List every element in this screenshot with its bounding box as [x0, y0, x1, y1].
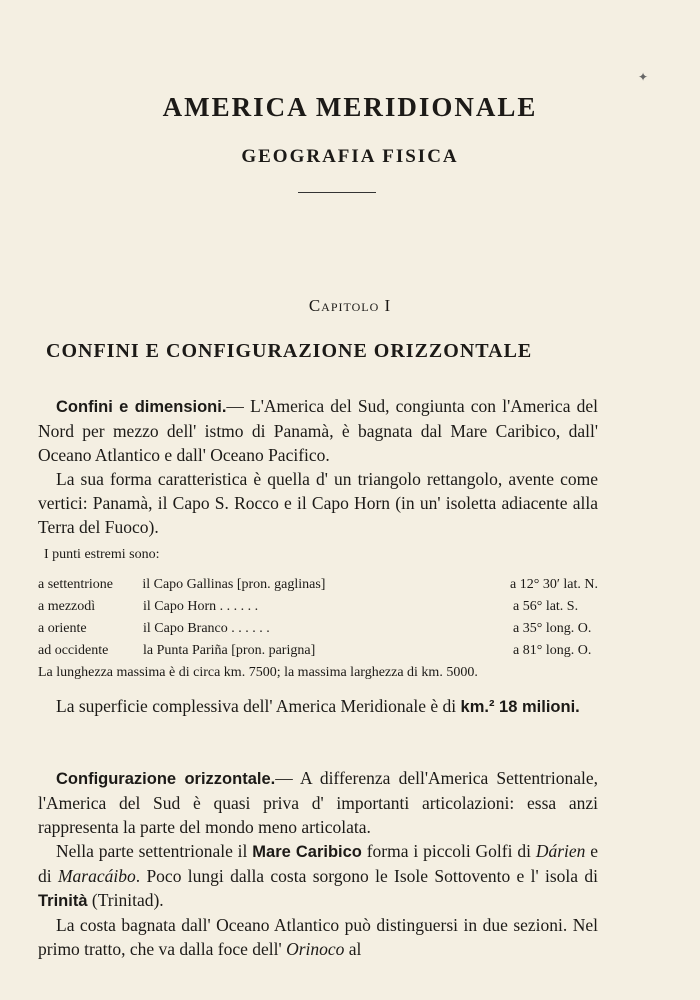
points-intro: I punti estremi sono: — [44, 547, 160, 562]
point-place: il Capo Gallinas [pron. gaglinas] — [142, 577, 326, 592]
title-divider — [298, 192, 376, 193]
point-place: il Capo Branco . . . . . . — [143, 621, 270, 636]
config-paragraph-1 — [38, 766, 598, 839]
mare-caribico: Mare Caribico — [252, 843, 362, 861]
point-place: la Punta Pariña [pron. parigna] — [143, 643, 316, 658]
config-p2-text: (Trinitad). — [91, 890, 164, 910]
point-direction: ad occidente — [38, 643, 109, 658]
point-row — [38, 640, 598, 662]
point-coordinate: a 12° 30′ lat. N. — [510, 577, 598, 592]
page-title: AMERICA MERIDIONALE — [162, 92, 538, 122]
confini-p1-text: — L'America del Sud, congiunta con l'America del Nord per mezzo dell' istmo di Panamà, è bagnata dal Mare Caribico, dall' Oceano Atlantico e dall' Oceano Pacifico. — [38, 396, 598, 465]
point-row — [38, 574, 598, 596]
page-subtitle: GEOGRAFIA FISICA — [241, 146, 459, 167]
section-heading: CONFINI E CONFIGURAZIONE ORIZZONTALE — [46, 340, 533, 362]
point-direction: a mezzodì — [38, 599, 96, 614]
config-heading: Configurazione orizzontale. — [56, 770, 276, 788]
point-direction: a oriente — [38, 621, 87, 636]
extreme-points — [38, 544, 598, 684]
lengths-note: La lunghezza massima è di circa km. 7500; la massima larghezza di km. 5000. — [38, 665, 478, 680]
corner-mark: ✦ — [637, 70, 648, 84]
surface-text: La superficie complessiva dell' America Meridionale è di — [56, 696, 457, 716]
config-p2-text: . Poco lungi dalla costa sorgono le Isole Sottovento e l' isola di — [135, 866, 598, 886]
surface-text-line — [38, 694, 598, 719]
chapter-heading: Capitolo I — [308, 296, 392, 315]
confini-p2-text: La sua forma caratteristica è quella d' un triangolo rettangolo, avente come vertici: Panamà, il Capo S. Rocco e il Capo Horn (in un' isoletta adiacente alla Terra del Fuoco). — [38, 469, 598, 537]
confini-paragraph-2 — [38, 467, 598, 539]
point-row — [38, 618, 598, 640]
point-row — [38, 596, 598, 618]
config-p3-text: al — [348, 939, 362, 959]
orinoco: Orinoco — [286, 939, 345, 959]
config-p2-text: Nella parte settentrionale il — [56, 841, 248, 861]
confini-paragraph-1 — [38, 394, 598, 467]
trinita: Trinità — [38, 892, 88, 910]
point-place: il Capo Horn . . . . . . — [143, 599, 259, 614]
config-p1-text: — A differenza dell'America Settentrionale, l'America del Sud è quasi priva d' importanti articolazioni: essa anzi rappresenta la parte del mondo meno articolata. — [38, 768, 598, 837]
point-direction: a settentrione — [38, 577, 114, 592]
config-p2-text: e di — [38, 841, 599, 886]
darien: Dárien — [535, 841, 586, 861]
config-paragraph-3 — [38, 913, 598, 961]
point-coordinate: a 56° lat. S. — [513, 599, 579, 614]
maracaibo: Maracáibo — [57, 866, 136, 886]
confini-section — [38, 394, 598, 539]
surface-value: km.² 18 milioni. — [460, 698, 580, 716]
config-paragraph-2 — [38, 839, 598, 913]
surface-paragraph — [38, 694, 598, 719]
confini-heading: Confini e dimensioni. — [56, 398, 227, 416]
config-p2-text: forma i piccoli Golfi di — [366, 841, 531, 861]
point-coordinate: a 81° long. O. — [513, 643, 592, 658]
point-coordinate: a 35° long. O. — [513, 621, 592, 636]
config-p3-text: La costa bagnata dall' Oceano Atlantico può distinguersi in due sezioni. Nel primo tratto, che va dalla foce dell' — [38, 915, 598, 959]
configurazione-section — [38, 766, 598, 961]
